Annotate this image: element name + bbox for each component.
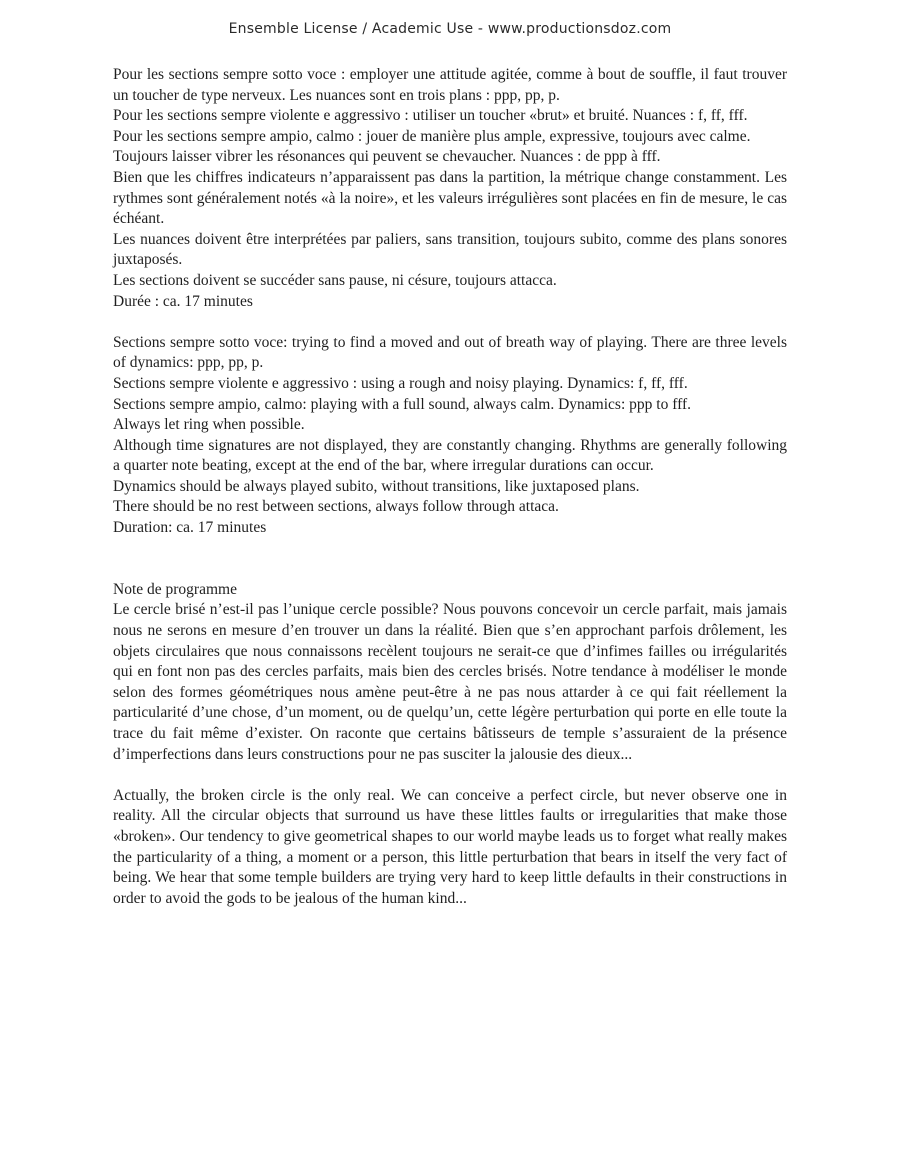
program-note-french: Le cercle brisé n’est-il pas l’unique cercle possible? Nous pouvons concevoir un cercle parfait, mais jamais nous ne serons en mesure d’en trouver un dans la réalité. Bien que s’en approchant parfois drôlement, les objets circulaires que nous connaissons recèlent toujours ne serait-ce que d’infimes failles ou irrégularités qui en font non pas des cercles parfaits, mais bien des cercles brisés. Notre tendance à modéliser le monde selon des formes géométriques nous amène peut-être à ne pas nous attarder à ce qui fait réellement la particularité d’une chose, d’un moment, ou de quelqu’un, cette légère perturbation qui porte en elle toute la trace du fait même d’exister. On raconte que certains bâtisseurs de temple s’assuraient de la présence d’imperfections dans leurs constructions pour ne pas susciter la jalousie des dieux... [113, 601, 787, 763]
english-note-duration: Duration: ca. 17 minutes [113, 519, 267, 537]
french-note-ampio: Pour les sections sempre ampio, calmo : jouer de manière plus ample, expressive, toujours avec calme. [113, 127, 751, 145]
french-note-sotto-voce: Pour les sections sempre sotto voce : employer une attitude agitée, comme à bout de souffle, il faut trouver un toucher de type nerveux. Les nuances sont en trois plans : ppp, pp, p. [113, 66, 787, 104]
english-note-violente: Sections sempre violente e aggressivo : using a rough and noisy playing. Dynamics: f, ff, fff. [113, 374, 688, 392]
english-note-attaca: There should be no rest between sections, always follow through attaca. [113, 498, 559, 516]
french-note-duree: Durée : ca. 17 minutes [113, 292, 253, 310]
section-spacer [113, 539, 787, 580]
program-note-section [113, 580, 787, 910]
english-performance-notes [113, 333, 787, 539]
french-note-metrique: Bien que les chiffres indicateurs n’apparaissent pas dans la partition, la métrique change constamment. Les rythmes sont généralement notés «à la noire», et les valeurs irrégulières sont placées en fin de mesure, le cas échéant. [113, 168, 787, 228]
license-header: Ensemble License / Academic Use - www.productionsdoz.com [228, 21, 672, 37]
french-note-violente: Pour les sections sempre violente e aggressivo : utiliser un toucher «brut» et bruité. Nuances : f, ff, fff. [113, 107, 748, 125]
english-note-ring: Always let ring when possible. [113, 416, 305, 434]
french-performance-notes [113, 65, 787, 312]
section-spacer [113, 765, 787, 786]
document-body [113, 65, 787, 909]
french-note-attacca: Les sections doivent se succéder sans pause, ni césure, toujours attacca. [113, 271, 557, 289]
english-note-sotto-voce: Sections sempre sotto voce: trying to find a moved and out of breath way of playing. There are three levels of dynamics: ppp, pp, p. [113, 333, 787, 372]
section-spacer [113, 312, 787, 333]
english-note-time-signatures: Although time signatures are not displayed, they are constantly changing. Rhythms are generally following a quarter note beating, except at the end of the bar, where irregular durations can occur. [113, 436, 787, 475]
english-note-dynamics: Dynamics should be always played subito, without transitions, like juxtaposed plans. [113, 477, 640, 495]
french-note-resonances: Toujours laisser vibrer les résonances qui peuvent se chevaucher. Nuances : de ppp à fff. [113, 148, 661, 166]
program-note-english: Actually, the broken circle is the only real. We can conceive a perfect circle, but never observe one in reality. All the circular objects that surround us have these littles faults or irregularities that make those «broken». Our tendency to give geometrical shapes to our world maybe leads us to forget what really makes the particularity of a thing, a moment or a person, this little perturbation that bears in itself the very fact of being. We hear that some temple builders are trying very hard to keep little defaults in their constructions in order to avoid the gods to be jealous of the human kind... [113, 786, 787, 907]
program-note-title: Note de programme [113, 580, 237, 598]
french-note-nuances: Les nuances doivent être interprétées par paliers, sans transition, toujours subito, comme des plans sonores juxtaposés. [113, 230, 787, 269]
english-note-ampio: Sections sempre ampio, calmo: playing with a full sound, always calm. Dynamics: ppp to fff. [113, 395, 691, 413]
